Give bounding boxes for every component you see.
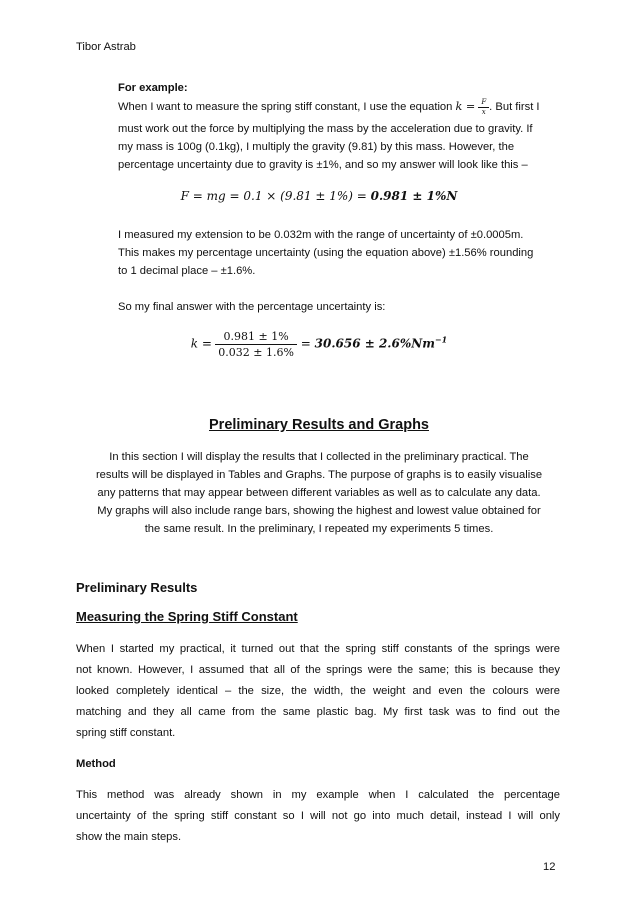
results-subheading: Measuring the Spring Stiff Constant [76, 609, 298, 624]
body-line-4: matching and they all came from the same plastic bag. My first task was to find out the [76, 706, 560, 718]
extension-line-1: I measured my extension to be 0.032m with the range of uncertainty of ±0.0005m. [118, 229, 524, 241]
equation-spring-constant [0, 330, 638, 359]
inline-fraction-denominator: x [481, 107, 486, 116]
example-line-2: must work out the force by multiplying the mass by the acceleration due to gravity. If [118, 123, 533, 135]
equation-force-result: 0.981 ± 1%N [370, 189, 458, 203]
final-answer-intro: So my final answer with the percentage uncertainty is: [118, 301, 386, 313]
inline-fraction-numerator: F [478, 99, 489, 108]
equation-equals: = [296, 336, 315, 351]
method-line-2: uncertainty of the spring stiff constant so I will not go into much detail, instead I will only [76, 810, 560, 822]
equation-fraction [215, 330, 297, 359]
example-line-1-text: When I want to measure the spring stiff constant, I use the equation [118, 101, 456, 113]
method-line-1: This method was already shown in my example when I calculated the percentage [76, 789, 560, 801]
intro-line-3: any patterns that may appear between different variables as well as to calculate any data. [97, 487, 541, 499]
equation-result: 30.656 ± 2.6%Nm [314, 336, 435, 351]
equation-k-symbol: k = [190, 336, 212, 351]
inline-equation-k: k = [455, 100, 476, 113]
section-title: Preliminary Results and Graphs [209, 417, 429, 433]
body-line-5: spring stiff constant. [76, 727, 176, 739]
equation-force [0, 189, 638, 203]
intro-line-1: In this section I will display the results that I collected in the preliminary practical. The [109, 451, 529, 463]
example-line-1-end: . But first I [489, 101, 540, 113]
method-line-3: show the main steps. [76, 831, 182, 843]
intro-line-4: My graphs will also include range bars, showing the highest and lowest value obtained for [97, 505, 541, 517]
equation-force-left: F = mg = 0.1 × (9.81 ± 1%) = [180, 189, 371, 203]
example-line-3: my mass is 100g (0.1kg), I multiply the gravity (9.81) by this mass. However, the [118, 141, 515, 153]
extension-line-2: This makes my percentage uncertainty (using the equation above) ±1.56% rounding [118, 247, 534, 259]
page-number: 12 [543, 861, 556, 873]
header-author: Tibor Astrab [76, 41, 136, 53]
body-line-2: not known. However, I assumed that all of the springs were the same; this is because they [76, 664, 560, 676]
body-line-1: When I started my practical, it turned out that the spring stiff constants of the springs were [76, 643, 560, 655]
equation-fraction-denominator: 0.032 ± 1.6% [218, 346, 294, 359]
example-line-4: percentage uncertainty due to gravity is ±1%, and so my answer will look like this – [118, 159, 528, 171]
equation-fraction-numerator: 0.981 ± 1% [215, 330, 297, 345]
equation-result-exponent: −1 [434, 334, 448, 345]
body-line-3: looked completely identical – the size, the width, the weight and even the colours were [76, 685, 560, 697]
inline-fraction [478, 99, 489, 116]
intro-line-5: the same result. In the preliminary, I repeated my experiments 5 times. [144, 523, 494, 535]
example-line-1 [118, 98, 540, 116]
method-heading: Method [76, 758, 116, 770]
example-heading: For example: [118, 82, 188, 94]
extension-line-3: to 1 decimal place – ±1.6%. [118, 265, 256, 277]
results-heading: Preliminary Results [76, 580, 198, 595]
intro-line-2: results will be displayed in Tables and Graphs. The purpose of graphs is to easily visualise [95, 469, 543, 481]
